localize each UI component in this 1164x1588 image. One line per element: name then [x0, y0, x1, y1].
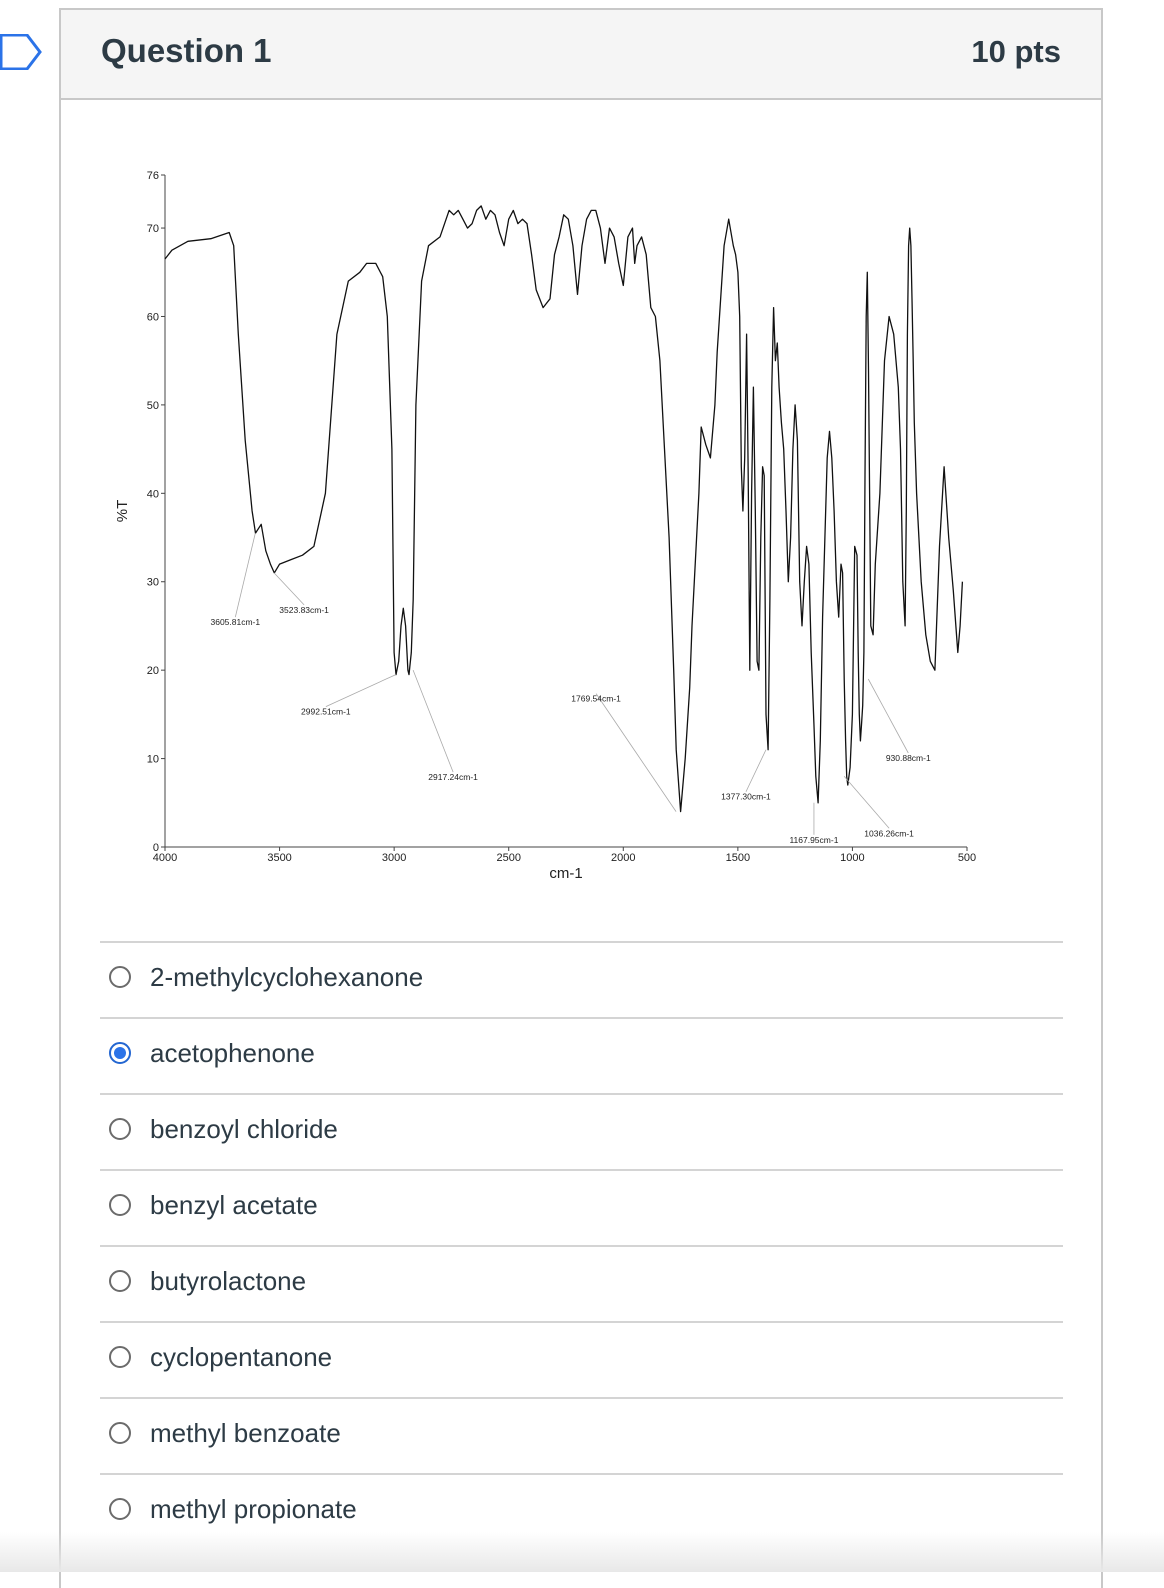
radio-button[interactable]: [109, 1042, 131, 1064]
answer-option[interactable]: [100, 1093, 1063, 1169]
y-tick-label: 70: [146, 223, 159, 236]
answer-label: benzoyl chloride: [150, 1114, 338, 1144]
answer-label: methyl propionate: [150, 1494, 357, 1524]
answer-option[interactable]: [100, 1017, 1063, 1093]
answer-label: benzyl acetate: [150, 1190, 318, 1220]
peak-label: 930.88cm-1: [885, 753, 931, 763]
answer-list: [100, 941, 1063, 1549]
question-title: Question 1: [101, 32, 272, 69]
peak-leader-line: [844, 776, 889, 828]
peak-label: 2992.51cm-1: [301, 706, 351, 717]
question-flag-icon[interactable]: [0, 34, 42, 70]
x-tick-label: 500: [957, 852, 977, 864]
y-tick-label: 0: [152, 842, 159, 854]
peak-leader-line: [413, 670, 453, 772]
y-tick-label: 20: [146, 665, 159, 678]
scroll-fade: [0, 1532, 1164, 1572]
peak-label: 1769.54cm-1: [571, 693, 621, 704]
radio-button[interactable]: [109, 1194, 131, 1216]
answer-option[interactable]: [100, 1321, 1063, 1397]
peak-label: 1036.26cm-1: [864, 828, 914, 839]
peak-leader-line: [746, 750, 766, 792]
answer-label: cyclopentanone: [150, 1342, 333, 1372]
answer-label: butyrolactone: [150, 1266, 307, 1296]
x-tick-label: 2500: [496, 852, 521, 864]
y-tick-label: 50: [146, 399, 159, 412]
y-tick-label: 30: [146, 576, 159, 589]
radio-button[interactable]: [109, 1118, 131, 1140]
peak-leader-line: [235, 533, 255, 617]
answer-label: 2-methylcyclohexanone: [150, 962, 424, 992]
question-header: [61, 10, 1101, 100]
peak-leader-line: [326, 675, 396, 707]
answer-option[interactable]: [100, 941, 1063, 1017]
answer-option[interactable]: [100, 1397, 1063, 1473]
x-tick-label: 3500: [267, 852, 292, 864]
radio-button[interactable]: [109, 966, 131, 988]
peak-leader-line: [596, 694, 676, 812]
peak-leader-line: [868, 679, 908, 753]
question-points: 10 pts: [971, 34, 1061, 69]
peak-label: 1377.30cm-1: [721, 791, 771, 802]
radio-button[interactable]: [109, 1422, 131, 1444]
peak-leader-line: [274, 573, 304, 605]
x-tick-label: 2000: [611, 852, 636, 864]
radio-button[interactable]: [109, 1346, 131, 1368]
x-tick-label: 1000: [840, 852, 865, 864]
answer-label: acetophenone: [150, 1038, 315, 1068]
answer-option[interactable]: [100, 1245, 1063, 1321]
peak-label: 3523.83cm-1: [279, 604, 329, 615]
y-tick-label: 60: [146, 311, 159, 324]
peak-label: 3605.81cm-1: [210, 617, 261, 628]
x-axis-label: cm-1: [549, 865, 583, 882]
ir-spectrum-chart: [100, 150, 1000, 890]
peak-label: 2917.24cm-1: [428, 772, 478, 783]
y-tick-label: 40: [146, 488, 159, 501]
peak-label: 1167.95cm-1: [789, 834, 839, 845]
y-axis-label: %T: [114, 499, 131, 523]
radio-button[interactable]: [109, 1498, 131, 1520]
x-tick-label: 4000: [152, 852, 178, 864]
y-tick-label: 76: [146, 170, 159, 182]
x-tick-label: 3000: [381, 852, 407, 864]
x-tick-label: 1500: [725, 852, 751, 864]
spectrum-line: [165, 206, 962, 812]
answer-label: methyl benzoate: [150, 1418, 341, 1448]
answer-option[interactable]: [100, 1169, 1063, 1245]
y-tick-label: 10: [146, 753, 159, 766]
radio-button[interactable]: [109, 1270, 131, 1292]
